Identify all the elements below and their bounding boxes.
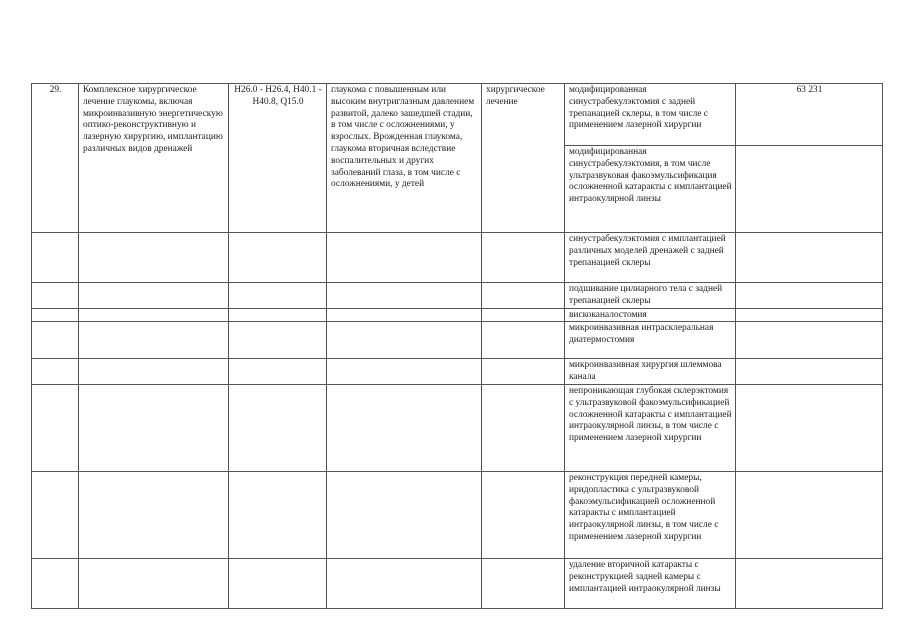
table-row [32, 322, 883, 359]
method-cell: вискоканалостомия [565, 308, 736, 322]
method-cell: модифицированная синустрабекулэктомия, в том числе ультразвуковая факоэмульсификация осложненной катаракты с имплантацией интраокулярной линзы [565, 146, 736, 233]
method-cell: удаление вторичной катаракты с реконструкцией задней камеры с имплантацией интраокулярной линзы [565, 558, 736, 608]
method-cell: непроникающая глубокая склерэктомия с ультразвуковой факоэмульсификацией осложненной катаракты с имплантацией интраокулярной линзы, в том числе с применением лазерной хирургии [565, 384, 736, 471]
table-row [32, 283, 883, 309]
table-row [32, 558, 883, 608]
table-row [32, 384, 883, 471]
service-name-cell: Комплексное хирургическое лечение глаукомы, включая микроинвазивную энергетическую оптико-реконструктивную и лазерную хирургию, имплантацию различных видов дренажей [79, 84, 229, 233]
table-row [32, 84, 883, 146]
table-row [32, 471, 883, 558]
method-cell: синустрабекулэктомия с имплантацией различных моделей дренажей с задней трепанацией склеры [565, 233, 736, 283]
method-cell: модифицированная синустрабекулэктомия с задней трепанацией склеры, в том числе с применением лазерной хирургии [565, 84, 736, 146]
table-row [32, 308, 883, 322]
method-cell: микроинвазивная интрасклеральная диатермостомия [565, 322, 736, 359]
table-row [32, 233, 883, 283]
cost-cell: 63 231 [736, 84, 883, 146]
patient-model-cell: глаукома с повышенным или высоким внутриглазным давлением развитой, далеко зашедшей стадии, в том числе с осложнениями, у взрослых. Врожденная глаукома, глаукома вторичная вследствие воспалительных и других заболеваний глаза, в том числе с осложнениями, у детей [327, 84, 482, 233]
treatment-type-cell: хирургическое лечение [482, 84, 565, 233]
medical-services-table [31, 83, 883, 609]
method-cell: подшивание цилиарного тела с задней трепанацией склеры [565, 283, 736, 309]
diagnosis-codes-cell: H26.0 - H26.4, H40.1 - H40.8, Q15.0 [229, 84, 327, 233]
method-cell: микроинвазивная хирургия шлеммова канала [565, 359, 736, 385]
table-row [32, 359, 883, 385]
empty-cell [736, 146, 883, 233]
row-number-cell: 29. [32, 84, 79, 233]
method-cell: реконструкция передней камеры, иридопластика с ультразвуковой факоэмульсификацией осложненной катаракты с имплантацией интраокулярной линзы, в том числе с применением лазерной хирургии [565, 471, 736, 558]
